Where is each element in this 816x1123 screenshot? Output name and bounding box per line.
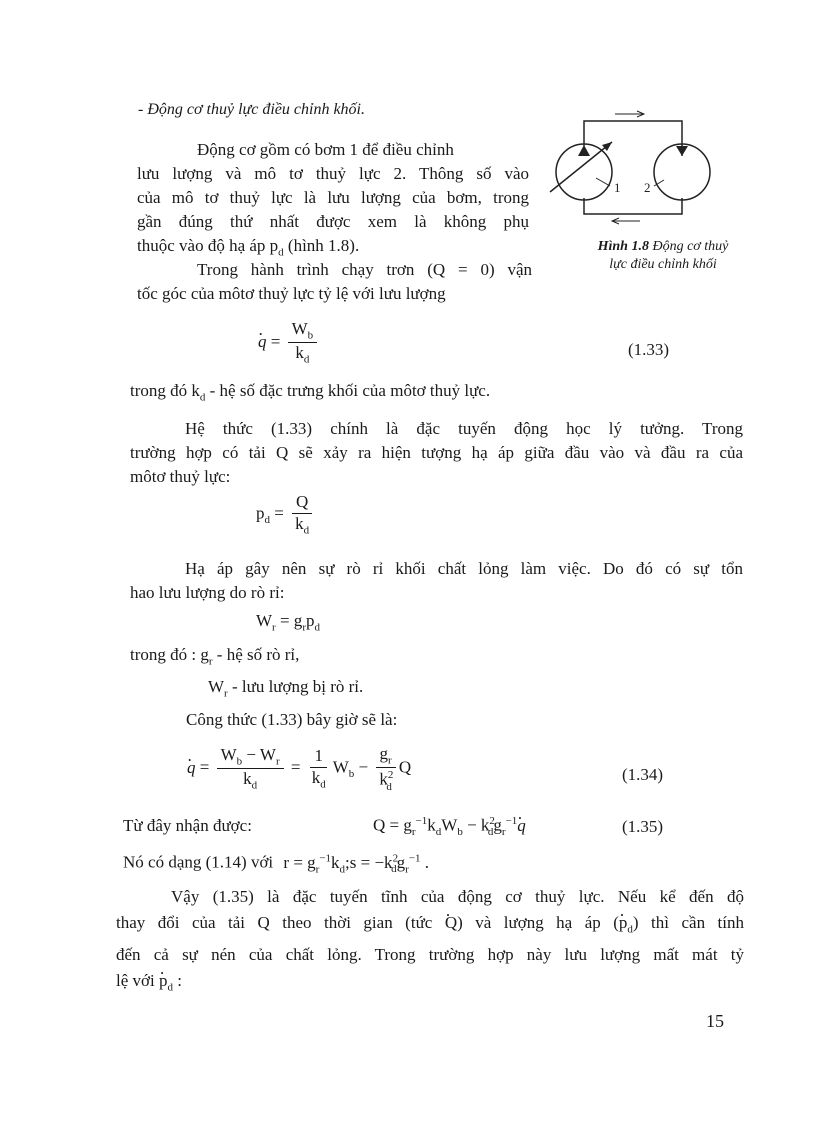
pipe-top xyxy=(584,121,682,156)
flow-arrow-right-icon xyxy=(615,111,644,117)
text-line: đến cả sự nén của chất lỏng. Trong trường hợp này lưu lượng mất mát tỷ xyxy=(116,945,744,965)
equation-1-34: . q = $\frac{W_b - W_r}{k_d}$ = $\frac{1}{k_d}$ $W_b$ − $\frac{g_r}{k^2_d}$ Q xyxy=(187,745,411,793)
text-line: gần đúng thứ nhất được xem là không phụ xyxy=(137,212,529,231)
text-line: Vậy (1.35) là đặc tuyến tĩnh của động cơ thuỷ lực. Nếu kể đến độ xyxy=(171,887,744,906)
text-line: thuộc vào độ hạ áp $p_d$ (hình 1.8). xyxy=(137,236,360,259)
formula-intro: Công thức (1.33) bây giờ sẽ là: xyxy=(186,710,398,729)
text-line: Hạ áp gây nên sự rò rỉ khối chất lỏng làm việc. Do đó có sự tổn xyxy=(185,559,743,578)
kd-definition: trong đó $k_d$ - hệ số đặc trưng khối của môtơ thuỷ lực. xyxy=(130,381,491,404)
figure-caption xyxy=(563,238,763,274)
text-line: hao lưu lượng do rò rỉ: xyxy=(130,583,285,602)
paragraph-intro xyxy=(137,138,529,264)
text-line: lưu lượng và mô tơ thuỷ lực 2. Thông số vào xyxy=(137,164,529,183)
where-wr: $W_r$ - lưu lượng bị rò rỉ. xyxy=(208,677,364,700)
equation-1-35: $Q = g_r^{-1}k_dW_b - k^2_dg_r^{-1}$. q xyxy=(373,815,526,838)
equation-1-33: . q = $\frac{W_b}{k_d}$ xyxy=(258,320,320,366)
figure-hydraulic-drive xyxy=(540,108,740,233)
caption-text: Động cơ thuỷ xyxy=(652,239,729,254)
equation-number: (1.33) xyxy=(628,340,670,359)
text-line: Hệ thức (1.33) chính là đặc tuyến động học lý tưởng. Trong xyxy=(185,419,743,438)
paragraph-load xyxy=(130,417,743,489)
paragraph-static-characteristic xyxy=(116,884,744,1001)
flow-arrow-left-icon xyxy=(612,218,640,224)
equation-pressure-drop: $p_d$ = $\frac{Q}{k_d}$ xyxy=(256,493,316,536)
equation-number: (1.34) xyxy=(622,765,664,784)
motor-label: 2 xyxy=(644,180,651,195)
caption-text-2: lực điều chỉnh khối xyxy=(609,257,717,272)
adjust-arrow-icon xyxy=(550,142,612,192)
motor-triangle-icon xyxy=(676,146,688,156)
pump-label: 1 xyxy=(614,180,621,195)
text-line: Trong hành trình chạy trơn (Q = 0) vận xyxy=(197,260,532,279)
text-line: Động cơ gồm có bơm 1 để điều chỉnh xyxy=(197,140,454,159)
form-line: Nó có dạng (1.14) với $r = g_r^{-1}k_d;s = -k^2_dg_r^{-1}$ . xyxy=(123,852,429,876)
text-line: của mô tơ thuỷ lực là lưu lượng của bơm, trong xyxy=(137,188,529,207)
text-line: thay đổi của tải Q theo thời gian (tức . Q) và lượng hạ áp (. $p_d$) thì cần tính xyxy=(116,910,744,942)
pump-triangle-icon xyxy=(578,145,590,156)
equation-number: (1.35) xyxy=(622,817,664,836)
caption-label: Hình 1.8 xyxy=(597,239,649,254)
paragraph-idle-run xyxy=(137,258,532,306)
text-line: tốc góc của môtơ thuỷ lực tỷ lệ với lưu lượng xyxy=(137,284,446,303)
text-line: trường hợp có tải Q sẽ xảy ra hiện tượng hạ áp giữa đầu vào và đầu ra của xyxy=(130,443,743,462)
text-line: môtơ thuỷ lực: xyxy=(130,467,231,486)
equation-leak-flow: $W_r = g_rp_d$ xyxy=(256,611,320,634)
from-here-text: Từ đây nhận được: xyxy=(123,816,252,835)
page-number: 15 xyxy=(706,1011,724,1031)
text-line: lệ với . $p_d$ : xyxy=(116,968,744,1000)
paragraph-leakage xyxy=(130,557,743,605)
section-heading: - Động cơ thuỷ lực điều chỉnh khối. xyxy=(138,101,365,118)
pipe-bottom xyxy=(584,198,682,214)
where-gr: trong đó : $g_r$ - hệ số rò rỉ, xyxy=(130,645,300,668)
